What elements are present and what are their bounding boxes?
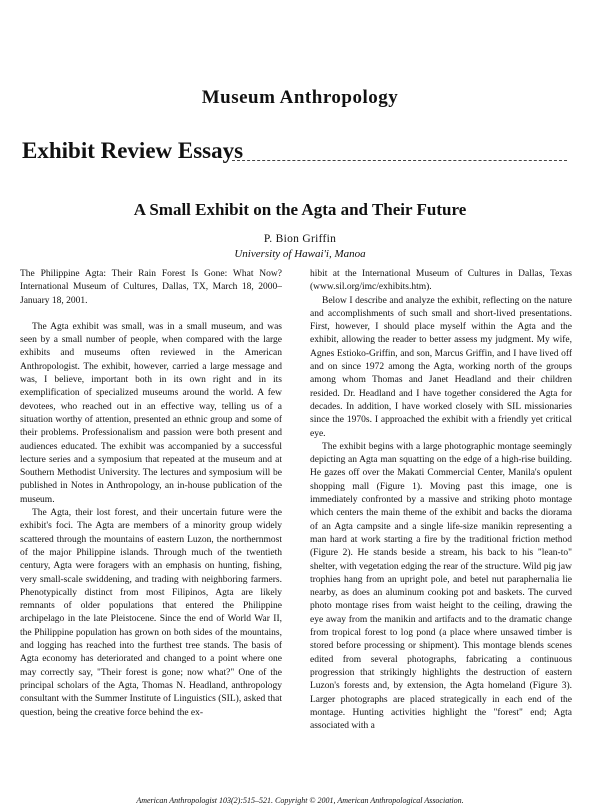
page-footer: American Anthropologist 103(2):515–521. Copyright © 2001, American Anthropological Association.: [136, 796, 464, 805]
body-paragraph: The Agta, their lost forest, and their uncertain future were the exhibit's foci. The Agta are members of a minority group widely scattered through the mountains of eastern Luzon, the northernmost of the major Philippine islands. Through much of the twentieth century, Agta were foragers with an emphasis on hunting, fishing, very small-scale swiddening, and trading with neighboring farmers. Phenotypically distinct from most Filipinos, Agta are likely remnants of older populations that entered the Philippine archipelago in the late Pleistocene. Since the end of World War II, the Philippine population has grown on both sides of the mountains, and logging has reached into the furthest tree stands. The basis of Agta economy has deteriorated and changed to a point where one may correctly say, "Their forest is gone; now what?" One of the principal scholars of the Agta, Thomas N. Headland, anthropology consultant with the Summer Institute of Linguistics (SIL), asked that question, being the creative force behind the ex-: [20, 508, 282, 718]
author-name: P. Bion Griffin: [263, 233, 337, 245]
body-paragraph: The Agta exhibit was small, was in a small museum, and was seen by a small number of people, when compared with the large exhibits and museums often reviewed in the American Anthropologist. The exhibit, however, carried a large message and was, I believe, important both in its own right and in its exemplification of specialized museums around the world. A few devotees, who reached out in an effective way, telling us of a situation worthy of attention, presented an ethnic group and some of their problems. Professionalism and passion were both present and audiences educated. The exhibit was accompanied by a successful lecture series and a symposium that repeated at the museum and at Southern Methodist University. The lectures and symposium will be published in Notes in Anthropology, an in-house publication of the museum.: [20, 321, 282, 505]
body-paragraph: Below I describe and analyze the exhibit, reflecting on the nature and accomplishments of such small and short-lived presentations. First, however, I should place myself within the Agta and the exhibit, allowing the reader to better assess my judgment. My wife, Agnes Estioko-Griffin, and son, Marcus Griffin, and I have lived off and on since 1972 among the Agta, working north of the groups among whom Thomas and Janet Headland and their children resided. Dr. Headland and I have together considered the Agta for decades. In addition, I have worked closely with SIL missionaries since the 1970s. I approached the exhibit with a friendly yet critical eye.: [310, 295, 572, 439]
left-column: [20, 268, 282, 803]
section-rule: [232, 160, 567, 161]
article-title: A Small Exhibit on the Agta and Their Future: [133, 200, 467, 219]
body-paragraph: The exhibit begins with a large photographic montage seemingly depicting an Agta man squatting on the edge of a high-rise building. He gazes off over the Makati Commercial Center, Manila's opulent shopping mall (Figure 1). Moving past this image, one is immediately confronted by a massive and striking photo montage which centers the main theme of the exhibit and backs the diorama of an Agta campsite and a single life-size manikin representing a man hard at work starting a fire by the traditional friction method (Figure 2). He stands beside a stream, his back to his "lean-to" shelter, with vegetation edging the rear of the structure. Wild pig jaw trophies hang from an upright pole, and betel nut paraphernalia lie nearby, as does an aluminum cooking pot and baskets. The curved photo montage rises from waist height to the ceiling, drawing the eye away from the manikin and artifacts and to the dramatic change from tropical forest to log pond (a place where unsawed timber is stored before processing or shipment). This montage blends scenes edited from several photographs, fabricating a continuous progression that strikingly highlights the destruction of eastern Luzon's forests and, by extension, the Agta homeland (Figure 3). Larger photographs are placed strategically in each end of the montage. Hunting activities highlight the "forest" end; Agta associated with a: [310, 441, 572, 732]
body-paragraph-continued: hibit at the International Museum of Cultures in Dallas, Texas (www.sil.org/imc/exhibits.htm).: [310, 269, 572, 293]
section-title: Exhibit Review Essays: [22, 138, 244, 163]
right-column: [310, 268, 572, 803]
exhibit-citation: The Philippine Agta: Their Rain Forest Is Gone: What Now? International Museum of Cultures, Dallas, TX, March 18, 2000–January 18, 2001.: [20, 269, 282, 306]
running-head: Museum Anthropology: [201, 87, 399, 108]
author-affiliation: University of Hawai'i, Manoa: [234, 248, 366, 260]
